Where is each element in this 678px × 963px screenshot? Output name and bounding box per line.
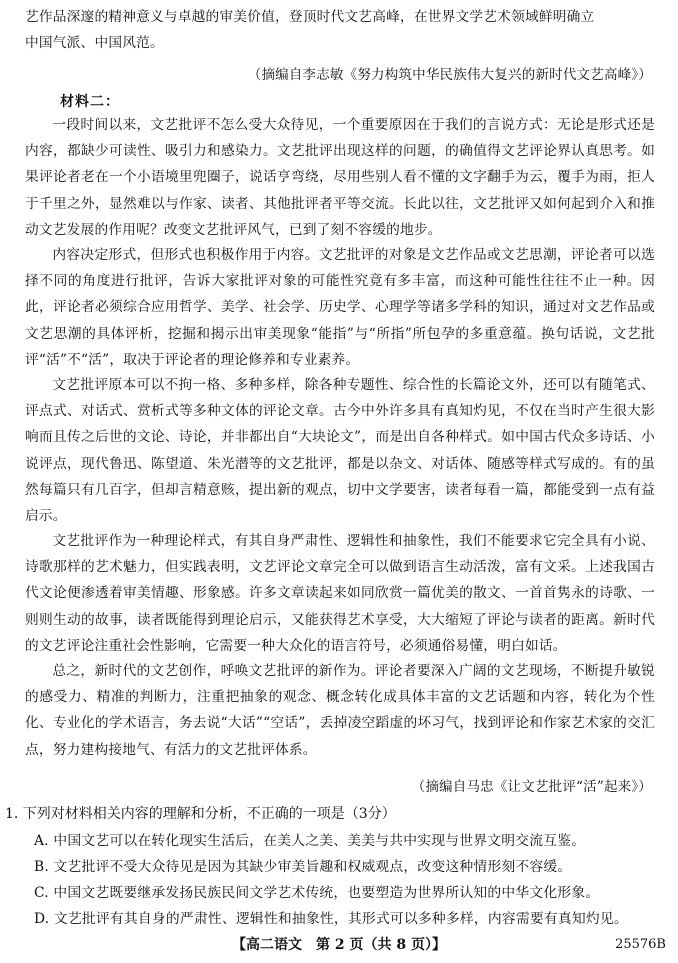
- material-two-paragraph-4: 文艺批评作为一种理论样式，有其自身严肃性、逻辑性和抽象性，我们不能要求它完全具有小说、诗歌那样的艺术魅力，但实践表明，文艺评论文章完全可以做到语言生动活泼，富有文采。上述我国古代文论便渗透着审美情趣、形象感。许多文章读起来如同欣赏一篇优美的散文、一首首隽永的诗歌、一则则生动的故事，读者既能得到理论启示，又能获得艺术享受，大大缩短了评论与读者的距离。新时代的文艺评论注重社会性影响，它需要一种大众化的语言符号，必须通俗易懂，明白如话。: [25, 533, 655, 654]
- option-c: C. 中国文艺既要继承发扬民族民间文学艺术传统，也要塑造为世界所认知的中华文化形象。: [34, 885, 600, 901]
- material-one-source: （摘编自李志敏《努力构筑中华民族伟大复兴的新时代文艺高峰》）: [247, 67, 652, 83]
- material-two-paragraph-5: 总之，新时代的文艺创作，呼唤文艺批评的新作为。评论者要深入广阔的文艺现场，不断提升敏锐的感受力、精准的判断力，注重把抽象的观念、概念转化成具体丰富的文艺话题和内容，转化为个性化、专业化的学术语言，务去说“大话”“空话”，丢掉凌空蹈虚的坏习气，找到评论和作家艺术家的交汇点，努力建构接地气、有活力的文艺批评体系。: [25, 663, 655, 758]
- footer-paper-code: 25576B: [615, 937, 666, 952]
- material-two-source: （摘编自马忠《让文艺批评“活”起来》）: [411, 779, 652, 795]
- material-two-heading: 材料二：: [60, 94, 120, 110]
- option-a: A. 中国文艺可以在转化现实生活后，在美人之美、美美与共中实现与世界文明交流互鉴。: [34, 833, 586, 849]
- material-two-paragraph-1: 一段时间以来，文艺批评不怎么受大众待见，一个重要原因在于我们的言说方式：无论是形式还是内容，都缺少可读性、吸引力和感染力。文艺批评出现这样的问题，的确值得文艺评论界认真思考。如果评论者老在一个小语境里兜圈子，说话亨弯绕，尽用些别人看不懂的文字翻手为云，覆手为雨，拒人于千里之外，显然难以与作家、读者、其他批评者平等交流。长此以往，文艺批评又如何起到介入和推动文艺发展的作用呢？改变文艺批评风气，已到了刻不容缓的地步。: [25, 117, 655, 238]
- page-footer: [0, 934, 678, 956]
- material-one-line-2: 中国气派、中国风范。: [25, 35, 164, 51]
- material-two-paragraph-2: 内容决定形式，但形式也积极作用于内容。文艺批评的对象是文艺作品或文艺思潮，评论者可以选择不同的角度进行批评，告诉大家批评对象的可能性究竟有多丰富，而这种可能性往往不止一种。因此，评论者必须综合应用哲学、美学、社会学、历史学、心理学等诸多学科的知识，通过对文艺作品或文艺思潮的具体评析，挖掘和揭示出审美现象“能指”与“所指”所包孕的多重意蕴。换句话说，文艺批评“活”不“活”，取决于评论者的理论修养和专业素养。: [25, 247, 655, 368]
- footer-page-info: 【高二语文 第 2 页（共 8 页）】: [232, 937, 446, 953]
- material-two-paragraph-3: 文艺批评原本可以不拘一格、多种多样，除各种专题性、综合性的长篇论文外，还可以有随笔式、评点式、对话式、赏析式等多种文体的评论文章。古今中外许多具有真知灼见，不仅在当时产生很大影响而且传之后世的文论、诗论，并非都出自“大块论文”，而是出自各种样式。如中国古代众多诗话、小说评点，现代鲁迅、陈望道、朱光潜等的文艺批评，都是以杂文、对话体、随感等样式写成的。有的虽然每篇只有几百字，但却言精意赅，提出新的观点，切中文学要害，读者每看一篇，都能受到一点有益启示。: [25, 377, 655, 525]
- material-one-line-1: 艺作品深邃的精神意义与卓越的审美价值，登顶时代文艺高峰，在世界文学艺术领域鲜明确立: [25, 9, 595, 25]
- option-d: D. 文艺批评有其自身的严肃性、逻辑性和抽象性，其形式可以多种多样，内容需要有真知灼见。: [34, 911, 628, 927]
- option-b: B. 文艺批评不受大众待见是因为其缺少审美旨趣和权威观点，改变这种情形刻不容缓。: [34, 859, 572, 875]
- question-stem: 1. 下列对材料相关内容的理解和分析，不正确的一项是（3分）: [5, 806, 396, 822]
